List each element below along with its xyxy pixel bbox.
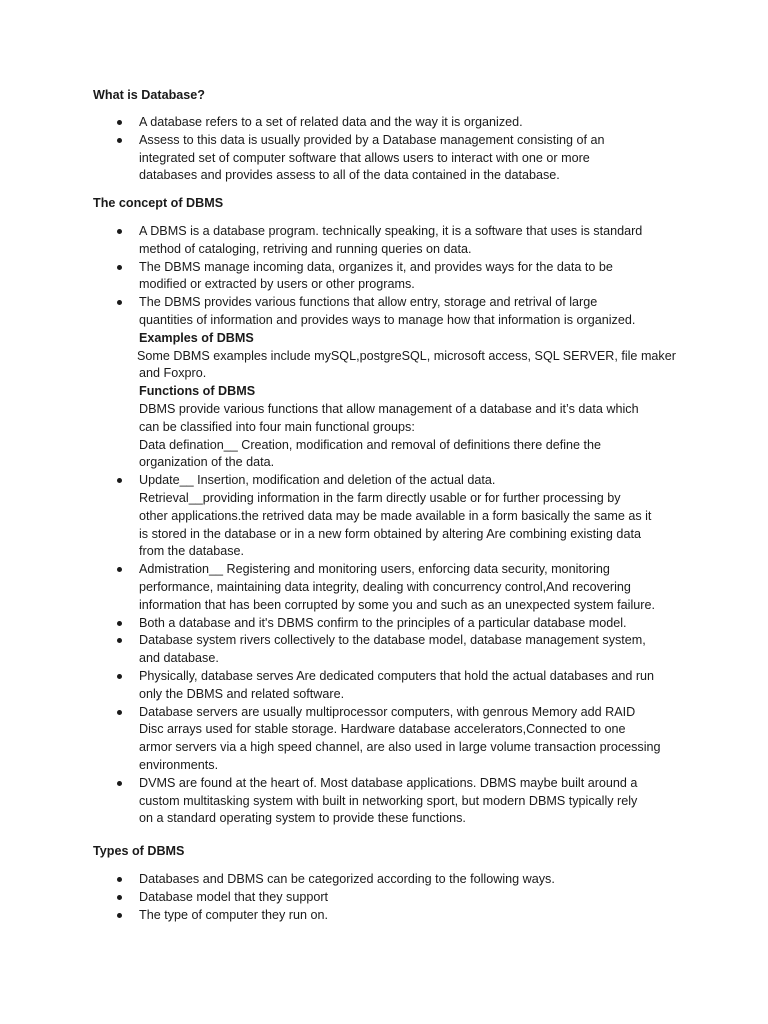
subheading-examples-of-dbms: Examples of DBMS (139, 330, 254, 345)
examples-text: and Foxpro. (139, 366, 207, 381)
examples-text: Some DBMS examples include mySQL,postgreSQL, microsoft access, SQL SERVER, file maker (137, 348, 676, 363)
bullet-icon (117, 638, 122, 643)
list-item (114, 132, 694, 185)
bullet-text: Database model that they support (139, 889, 329, 904)
bullet-icon (117, 478, 122, 483)
bullet-text: integrated set of computer software that allows users to interact with one or more (139, 150, 590, 165)
bullet-text: DVMS are found at the heart of. Most database applications. DBMS maybe built around a (139, 775, 638, 790)
bullet-text: The DBMS manage incoming data, organizes it, and provides ways for the data to be (139, 259, 613, 274)
bullet-text: Physically, database serves Are dedicated computers that hold the actual databases and run (139, 668, 655, 683)
bullet-icon (117, 877, 122, 882)
list-item (114, 472, 694, 561)
bullet-text: from the database. (139, 544, 245, 559)
list-concept-of-dbms (114, 223, 694, 828)
bullet-text: method of cataloging, retriving and running queries on data. (139, 241, 472, 256)
list-item (114, 704, 694, 775)
bullet-icon (117, 895, 122, 900)
functions-text: can be classified into four main functional groups: (139, 419, 415, 434)
list-item (114, 632, 694, 668)
bullet-icon (117, 265, 122, 270)
functions-text: Data defination__ Creation, modification and removal of definitions there define the (139, 437, 602, 452)
bullet-icon (117, 300, 122, 305)
bullet-text: quantities of information and provides ways to manage how that information is organized. (139, 312, 636, 327)
bullet-text: Disc arrays used for stable storage. Hardware database accelerators,Connected to one (139, 722, 626, 737)
list-item (114, 294, 694, 472)
bullet-text: is stored in the database or in a new form obtained by altering Are combining existing data (139, 526, 641, 541)
bullet-text: The DBMS provides various functions that allow entry, storage and retrival of large (139, 295, 598, 310)
list-item (114, 889, 694, 907)
heading-concept-of-dbms: The concept of DBMS (93, 196, 224, 210)
bullet-icon (117, 120, 122, 125)
bullet-text: The type of computer they run on. (139, 907, 329, 922)
list-item (114, 775, 694, 828)
bullet-text: other applications.the retrived data may be made available in a form basically the same as it (139, 508, 652, 523)
subheading-functions-of-dbms: Functions of DBMS (139, 384, 256, 399)
list-item (114, 871, 694, 889)
list-item (114, 114, 694, 132)
list-item (114, 561, 694, 614)
bullet-icon (117, 138, 122, 143)
list-item (114, 259, 694, 295)
functions-text: DBMS provide various functions that allow management of a database and it’s data which (139, 401, 639, 416)
bullet-text: Retrieval__providing information in the farm directly usable or for further processing by (139, 490, 621, 505)
bullet-text: Databases and DBMS can be categorized according to the following ways. (139, 872, 555, 886)
list-item (114, 907, 694, 925)
bullet-text: and database. (139, 651, 219, 666)
bullet-text: Update__ Insertion, modification and deletion of the actual data. (139, 473, 496, 488)
bullet-text: only the DBMS and related software. (139, 686, 345, 701)
list-what-is-database (114, 114, 694, 185)
bullet-text: A DBMS is a database program. technically speaking, it is a software that uses is standard (139, 224, 643, 238)
bullet-text: Admistration__ Registering and monitoring users, enforcing data security, monitoring (139, 562, 610, 577)
bullet-text: Assess to this data is usually provided by a Database management consisting of an (139, 132, 605, 147)
heading-types-of-dbms: Types of DBMS (93, 844, 185, 858)
bullet-icon (117, 781, 122, 786)
bullet-icon (117, 229, 122, 234)
bullet-icon (117, 674, 122, 679)
bullet-text: environments. (139, 757, 219, 772)
bullet-text: Database system rivers collectively to the database model, database management system, (139, 633, 646, 648)
bullet-text: performance, maintaining data integrity, dealing with concurrency control,And recovering (139, 579, 631, 594)
bullet-text: armor servers via a high speed channel, are also used in large volume transaction processing (139, 740, 661, 755)
list-types-of-dbms (114, 871, 694, 924)
bullet-text: on a standard operating system to provide these functions. (139, 811, 466, 826)
bullet-icon (117, 567, 122, 572)
bullet-icon (117, 621, 122, 626)
bullet-text: Both a database and it's DBMS confirm to the principles of a particular database model. (139, 615, 627, 630)
heading-what-is-database: What is Database? (93, 88, 205, 102)
bullet-icon (117, 710, 122, 715)
bullet-icon (117, 913, 122, 918)
bullet-text: Database servers are usually multiprocessor computers, with genrous Memory add RAID (139, 704, 636, 719)
list-item (114, 668, 694, 704)
bullet-text: modified or extracted by users or other programs. (139, 277, 415, 292)
functions-text: organization of the data. (139, 455, 275, 470)
bullet-text: databases and provides assess to all of the data contained in the database. (139, 168, 560, 183)
bullet-text: custom multitasking system with built in networking sport, but modern DBMS typically rely (139, 793, 638, 808)
list-item (114, 615, 694, 633)
list-item (114, 223, 694, 259)
bullet-text: information that has been corrupted by some you and such as an unexpected system failure. (139, 597, 655, 612)
bullet-text: A database refers to a set of related data and the way it is organized. (139, 115, 523, 129)
